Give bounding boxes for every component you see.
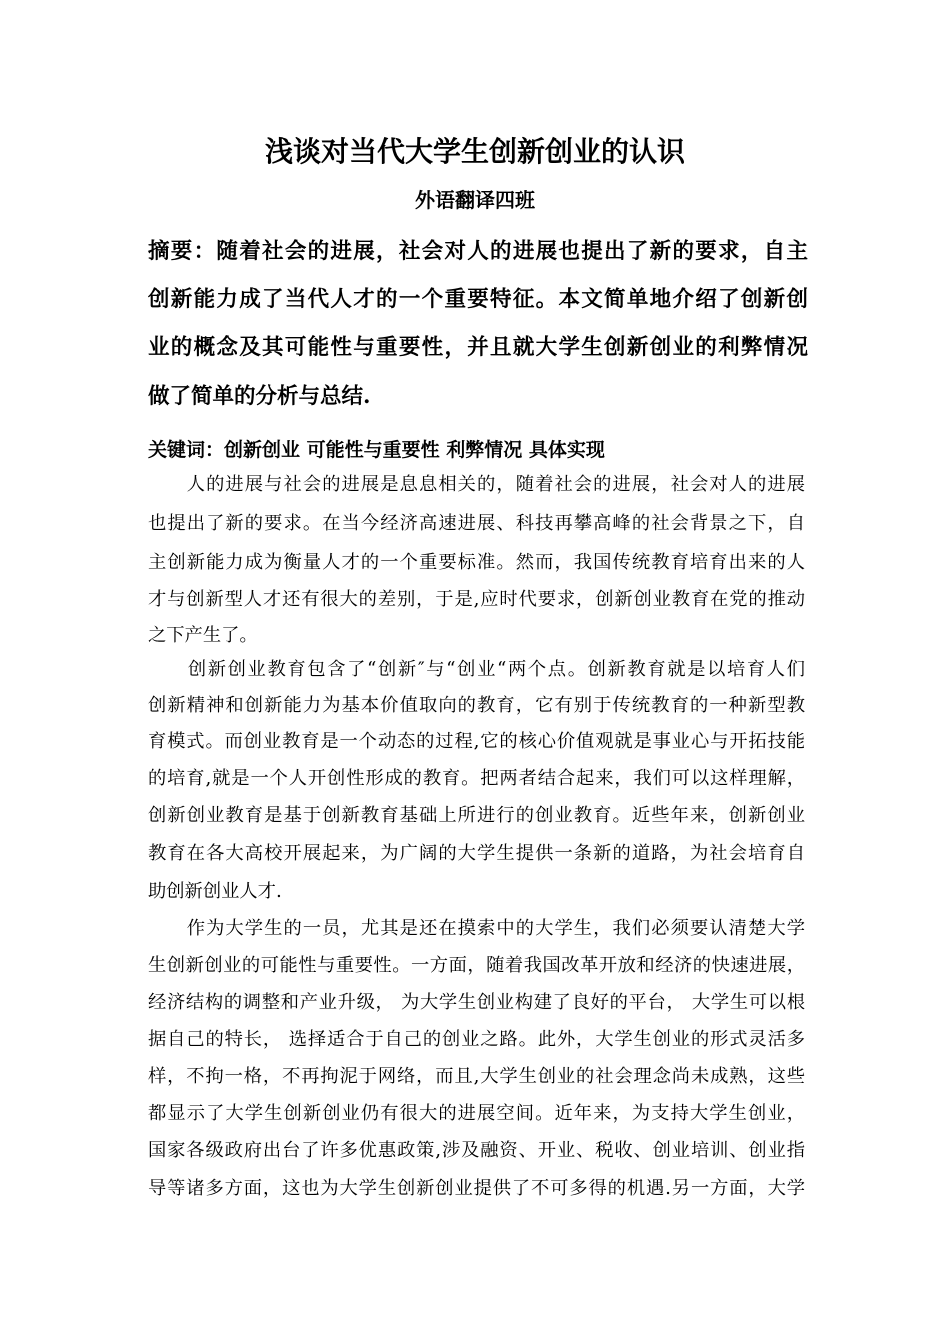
body-line: 导等诸多方面，这也为大学生创新创业提供了不可多得的机遇.另一方面，大学 <box>148 1178 805 1199</box>
body-line: 据自己的特长， 选择适合于自己的创业之路。此外，大学生创业的形式灵活多 <box>148 1029 805 1050</box>
document-author: 外语翻译四班 <box>415 188 535 212</box>
body-line: 创新创业教育是基于创新教育基础上所进行的创业教育。近些年来，创新创业 <box>148 805 805 826</box>
body-line: 人的进展与社会的进展是息息相关的，随着社会的进展，社会对人的进展 <box>148 474 805 495</box>
body-line: 主创新能力成为衡量人才的一个重要标准。然而，我国传统教育培育出来的人 <box>148 552 805 573</box>
body-line: 之下产生了。 <box>148 625 258 646</box>
document-title: 浅谈对当代大学生创新创业的认识 <box>264 135 685 168</box>
body-line: 教育在各大高校开展起来，为广阔的大学生提供一条新的道路，为社会培育自 <box>148 843 805 864</box>
body-line: 创新精神和创新能力为基本价值取向的教育，它有别于传统教育的一种新型教 <box>148 695 805 716</box>
body-line: 才与创新型人才还有很大的差别，于是,应时代要求，创新创业教育在党的推动 <box>148 589 805 610</box>
body-line: 助创新创业人才. <box>148 881 282 902</box>
body-line: 样，不拘一格，不再拘泥于网络，而且,大学生创业的社会理念尚未成熟，这些 <box>148 1066 805 1087</box>
body-line: 创新创业教育包含了“创新″与“创业“两个点。创新教育就是以培育人们 <box>148 659 805 680</box>
body-line: 都显示了大学生创新创业仍有很大的进展空间。近年来，为支持大学生创业， <box>148 1103 805 1124</box>
body-line: 生创新创业的可能性与重要性。一方面，随着我国改革开放和经济的快速进展， <box>148 955 805 976</box>
body-line: 也提出了新的要求。在当今经济高速进展、科技再攀高峰的社会背景之下，自 <box>148 513 805 534</box>
keywords-line: 关键词：创新创业 可能性与重要性 利弊情况 具体实现 <box>148 439 605 461</box>
abstract-line: 业的概念及其可能性与重要性，并且就大学生创新创业的利弊情况 <box>148 335 808 360</box>
body-line: 国家各级政府出台了许多优惠政策,涉及融资、开业、税收、创业培训、创业指 <box>148 1140 805 1161</box>
abstract-line: 摘要：随着社会的进展，社会对人的进展也提出了新的要求，自主 <box>148 239 808 264</box>
body-line: 作为大学生的一员，尤其是还在摸索中的大学生，我们必须要认清楚大学 <box>148 918 805 939</box>
body-line: 育模式。而创业教育是一个动态的过程,它的核心价值观就是事业心与开拓技能 <box>148 731 805 752</box>
abstract-line: 做了简单的分析与总结. <box>148 384 371 409</box>
body-line: 经济结构的调整和产业升级， 为大学生创业构建了良好的平台， 大学生可以根 <box>148 992 805 1013</box>
abstract-line: 创新能力成了当代人才的一个重要特征。本文简单地介绍了创新创 <box>148 287 808 312</box>
body-line: 的培育,就是一个人开创性形成的教育。把两者结合起来，我们可以这样理解， <box>148 768 805 789</box>
